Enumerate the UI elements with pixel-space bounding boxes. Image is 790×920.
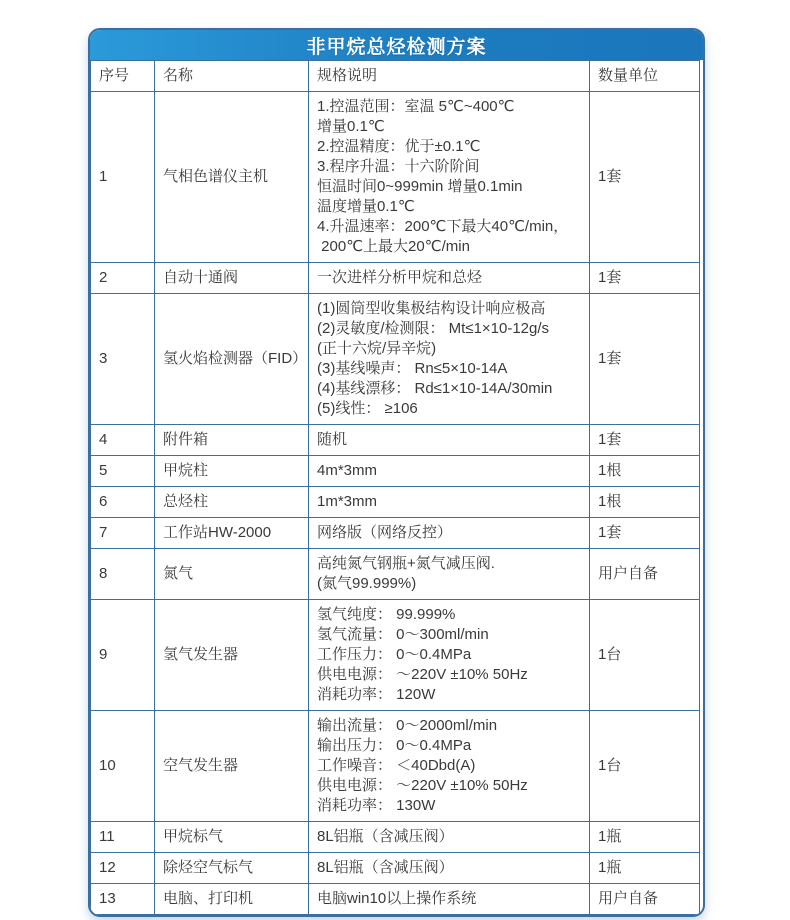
spec-line: 随机 xyxy=(317,431,348,448)
table-row xyxy=(91,884,700,915)
cell-specification xyxy=(309,853,590,884)
cell-quantity-unit: 1台 xyxy=(590,600,700,711)
table-row xyxy=(91,822,700,853)
cell-quantity-unit: 用户自备 xyxy=(590,549,700,600)
spec-line: 增量0.1℃ xyxy=(317,118,385,135)
cell-quantity-unit: 1台 xyxy=(590,711,700,822)
spec-line: 高纯氮气钢瓶+氮气减压阀. xyxy=(317,555,495,572)
table-row xyxy=(91,92,700,263)
spec-line: 4m*3mm xyxy=(317,462,378,479)
cell-quantity-unit: 1套 xyxy=(590,263,700,294)
spec-line: 8L铝瓶（含减压阀） xyxy=(317,828,454,845)
cell-name: 氢气发生器 xyxy=(155,600,309,711)
spec-line: (5)线性： ≥106 xyxy=(317,400,418,417)
cell-quantity-unit: 1根 xyxy=(590,456,700,487)
cell-name: 氢火焰检测器（FID） xyxy=(155,294,309,425)
cell-serial-number: 5 xyxy=(91,456,155,487)
spec-line: (4)基线漂移： Rd≤1×10-14A/30min xyxy=(317,380,553,397)
cell-name: 氮气 xyxy=(155,549,309,600)
cell-specification xyxy=(309,425,590,456)
cell-serial-number: 3 xyxy=(91,294,155,425)
spec-line: 温度增量0.1℃ xyxy=(317,198,415,215)
spec-line: 氢气纯度： 99.999% xyxy=(317,606,456,623)
spec-line: 工作噪音： ＜40Dbd(A) xyxy=(317,757,476,774)
cell-serial-number: 2 xyxy=(91,263,155,294)
cell-quantity-unit: 1套 xyxy=(590,425,700,456)
spec-line: (1)圆筒型收集极结构设计响应极高 xyxy=(317,300,546,317)
cell-name: 甲烷柱 xyxy=(155,456,309,487)
cell-serial-number: 4 xyxy=(91,425,155,456)
cell-serial-number: 1 xyxy=(91,92,155,263)
spec-line: 输出流量： 0～2000ml/min xyxy=(317,717,498,734)
cell-specification xyxy=(309,294,590,425)
cell-name: 除烃空气标气 xyxy=(155,853,309,884)
spec-line: 恒温时间0~999min 增量0.1min xyxy=(317,178,523,195)
cell-specification xyxy=(309,92,590,263)
cell-specification xyxy=(309,822,590,853)
cell-specification xyxy=(309,884,590,915)
cell-name: 甲烷标气 xyxy=(155,822,309,853)
cell-name: 自动十通阀 xyxy=(155,263,309,294)
cell-serial-number: 8 xyxy=(91,549,155,600)
cell-specification xyxy=(309,263,590,294)
cell-name: 总烃柱 xyxy=(155,487,309,518)
table-row xyxy=(91,518,700,549)
spec-line: 3.程序升温：十六阶阶间 xyxy=(317,158,480,175)
spec-line: 8L铝瓶（含减压阀） xyxy=(317,859,454,876)
cell-name: 电脑、打印机 xyxy=(155,884,309,915)
header-quantity-unit: 数量单位 xyxy=(590,61,700,92)
cell-serial-number: 6 xyxy=(91,487,155,518)
header-specification: 规格说明 xyxy=(309,61,590,92)
cell-quantity-unit: 1套 xyxy=(590,294,700,425)
cell-name: 工作站HW-2000 xyxy=(155,518,309,549)
cell-specification xyxy=(309,600,590,711)
spec-line: 工作压力： 0～0.4MPa xyxy=(317,646,472,663)
cell-specification xyxy=(309,549,590,600)
cell-name: 气相色谱仪主机 xyxy=(155,92,309,263)
cell-specification xyxy=(309,711,590,822)
table-row xyxy=(91,425,700,456)
spec-line: 输出压力： 0～0.4MPa xyxy=(317,737,472,754)
spec-line: 氢气流量： 0～300ml/min xyxy=(317,626,489,643)
cell-quantity-unit: 1套 xyxy=(590,518,700,549)
spec-line: 1m*3mm xyxy=(317,493,378,510)
table-row xyxy=(91,487,700,518)
table-row xyxy=(91,853,700,884)
table-row xyxy=(91,549,700,600)
spec-line: 1.控温范围：室温 5℃~400℃ xyxy=(317,98,515,115)
spec-line: 一次进样分析甲烷和总烃 xyxy=(317,269,483,286)
cell-serial-number: 9 xyxy=(91,600,155,711)
table-row xyxy=(91,600,700,711)
cell-quantity-unit: 1瓶 xyxy=(590,853,700,884)
header-name: 名称 xyxy=(155,61,309,92)
cell-serial-number: 11 xyxy=(91,822,155,853)
spec-line: 供电电源： ～220V ±10% 50Hz xyxy=(317,666,528,683)
table-row xyxy=(91,456,700,487)
cell-quantity-unit: 1套 xyxy=(590,92,700,263)
cell-specification xyxy=(309,518,590,549)
cell-serial-number: 7 xyxy=(91,518,155,549)
cell-serial-number: 12 xyxy=(91,853,155,884)
header-serial-number: 序号 xyxy=(91,61,155,92)
cell-quantity-unit: 1瓶 xyxy=(590,822,700,853)
spec-line: 消耗功率： 130W xyxy=(317,797,436,814)
cell-specification xyxy=(309,487,590,518)
cell-serial-number: 10 xyxy=(91,711,155,822)
spec-line: (3)基线噪声： Rn≤5×10-14A xyxy=(317,360,508,377)
cell-quantity-unit: 用户自备 xyxy=(590,884,700,915)
title-banner xyxy=(90,30,703,60)
spec-line: 供电电源： ～220V ±10% 50Hz xyxy=(317,777,528,794)
spec-table xyxy=(90,60,700,915)
table-body xyxy=(91,92,700,915)
cell-specification xyxy=(309,456,590,487)
table-row xyxy=(91,711,700,822)
table-row xyxy=(91,294,700,425)
spec-line: 消耗功率： 120W xyxy=(317,686,436,703)
spec-line: 2.控温精度：优于±0.1℃ xyxy=(317,138,481,155)
spec-line: 200℃上最大20℃/min xyxy=(317,238,470,255)
spec-sheet-card xyxy=(88,28,705,917)
spec-line: (正十六烷/异辛烷) xyxy=(317,340,437,357)
cell-name: 附件箱 xyxy=(155,425,309,456)
cell-serial-number: 13 xyxy=(91,884,155,915)
page-title: 非甲烷总烃检测方案 xyxy=(306,36,487,58)
spec-line: 电脑win10以上操作系统 xyxy=(317,890,477,907)
spec-line: 网络版（网络反控） xyxy=(317,524,453,541)
cell-quantity-unit: 1根 xyxy=(590,487,700,518)
spec-line: 4.升温速率：200℃下最大40℃/min， xyxy=(317,218,569,235)
cell-name: 空气发生器 xyxy=(155,711,309,822)
table-header-row xyxy=(91,61,700,92)
spec-line: (氮气99.999%) xyxy=(317,575,417,592)
table-row xyxy=(91,263,700,294)
spec-line: (2)灵敏度/检测限： Mt≤1×10-12g/s xyxy=(317,320,550,337)
